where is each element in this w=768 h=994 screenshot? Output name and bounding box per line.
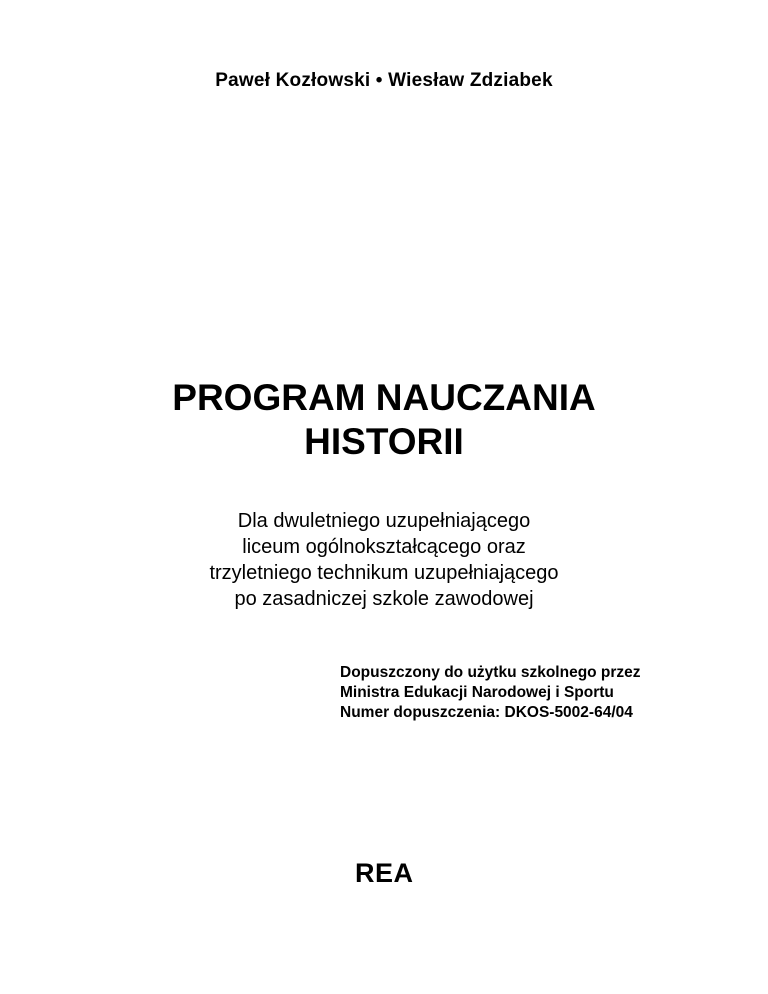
- approval-note: [340, 663, 740, 723]
- book-title: [0, 376, 768, 464]
- book-title-line-1: PROGRAM NAUCZANIA: [172, 377, 596, 418]
- subtitle-line-3: trzyletniego technikum uzupełniającego: [209, 562, 559, 584]
- authors-line: Paweł Kozłowski • Wiesław Zdziabek: [215, 70, 553, 91]
- subtitle-line-4: po zasadniczej szkole zawodowej: [234, 588, 534, 610]
- publisher-name: REA: [355, 858, 414, 888]
- approval-line-2: Ministra Edukacji Narodowej i Sportu: [340, 684, 614, 701]
- subtitle-line-1: Dla dwuletniego uzupełniającego: [237, 510, 531, 532]
- approval-line-1: Dopuszczony do użytku szkolnego przez: [340, 664, 641, 681]
- book-title-line-2: HISTORII: [304, 421, 464, 462]
- subtitle-line-2: liceum ogólnokształcącego oraz: [242, 536, 526, 558]
- book-subtitle: [0, 508, 768, 612]
- approval-line-3: Numer dopuszczenia: DKOS-5002-64/04: [340, 704, 633, 721]
